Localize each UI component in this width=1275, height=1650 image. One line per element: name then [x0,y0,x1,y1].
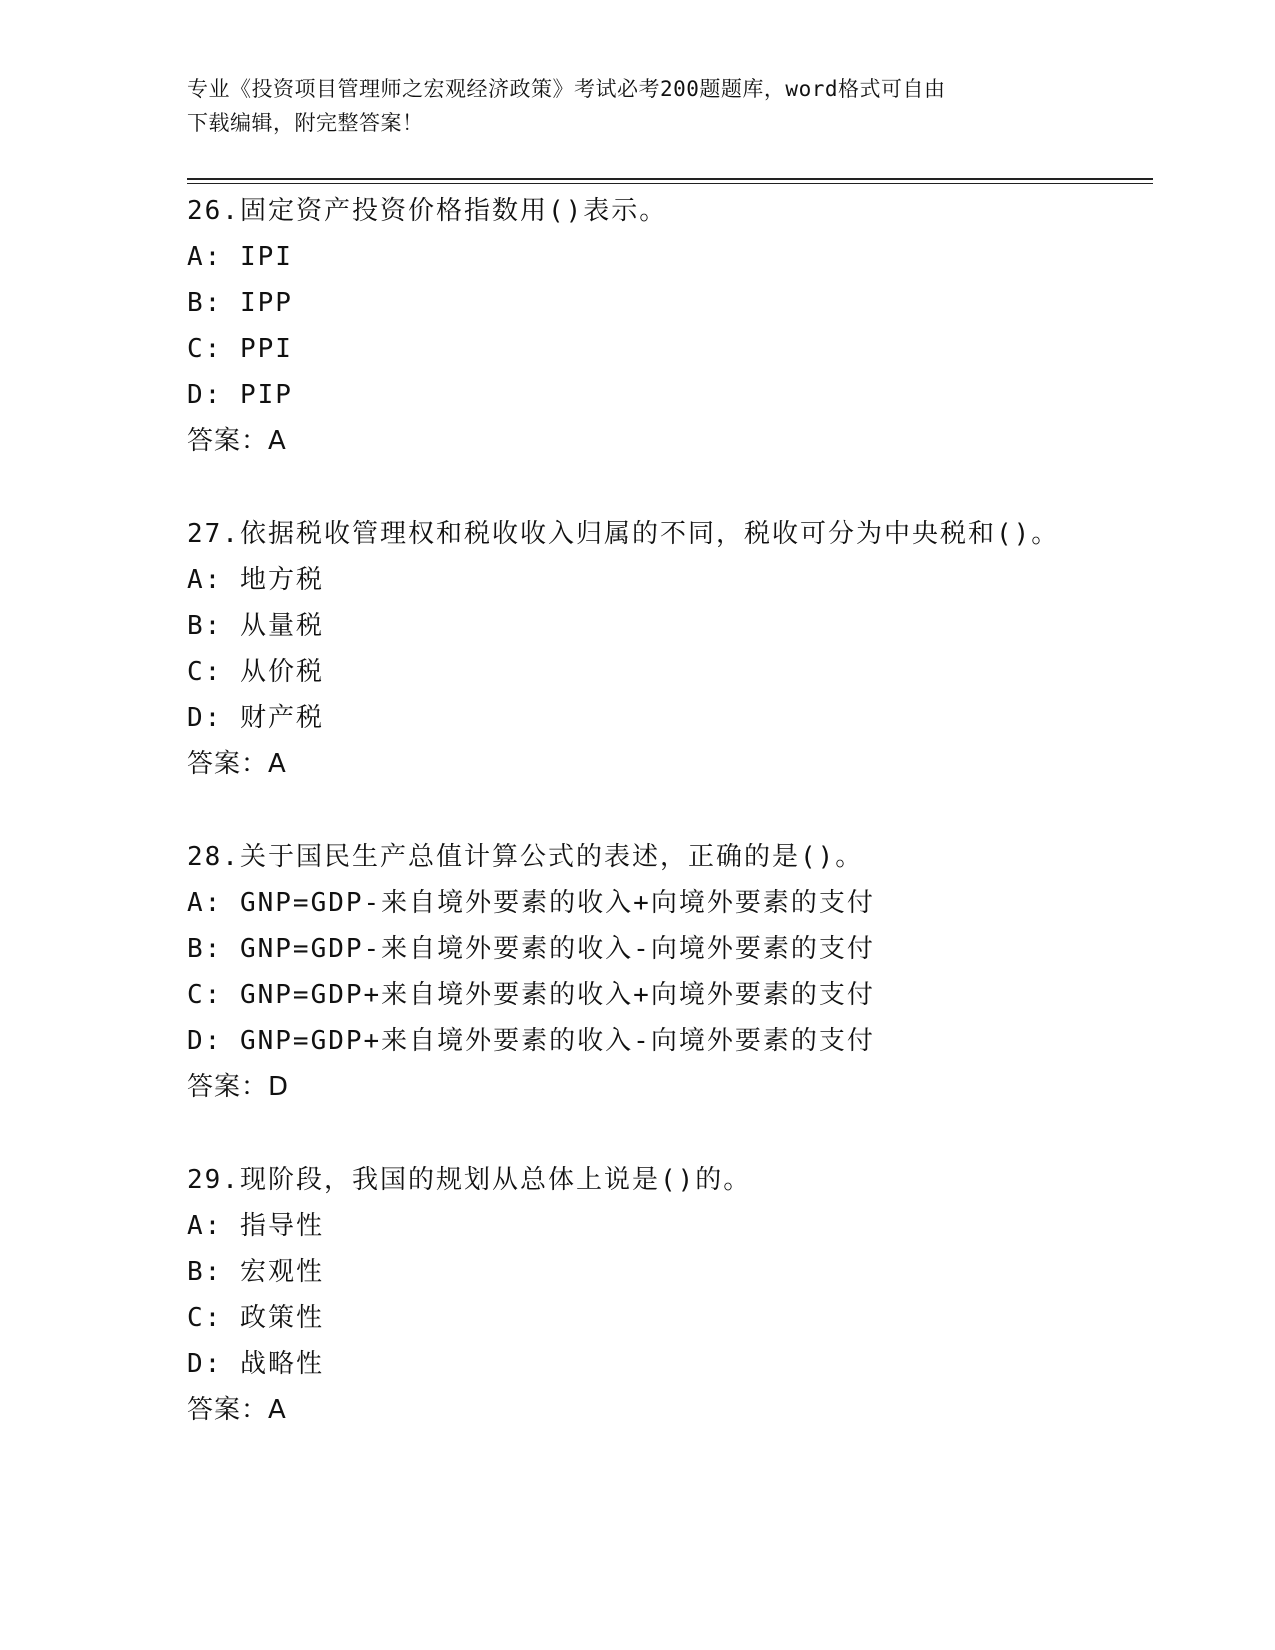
question-29 [187,1157,1153,1433]
option-b: B: 宏观性 [187,1257,324,1287]
answer-line: 答案：A [187,749,287,779]
option-b: B: 从量税 [187,611,324,641]
option-c: C: GNP=GDP+来自境外要素的收入+向境外要素的支付 [187,980,875,1010]
question-stem: 26.固定资产投资价格指数用()表示。 [187,196,668,226]
option-d: D: 财产税 [187,703,324,733]
header-line-1: 专业《投资项目管理师之宏观经济政策》考试必考200题题库，word格式可自由 [187,77,946,101]
question-27 [187,511,1153,787]
answer-line: 答案：A [187,1395,287,1425]
option-c: C: 从价税 [187,657,324,687]
question-26 [187,188,1153,464]
option-d: D: PIP [187,380,293,410]
header-line-2: 下载编辑，附完整答案！ [187,111,424,135]
question-stem: 29.现阶段，我国的规划从总体上说是()的。 [187,1165,752,1195]
option-c: C: 政策性 [187,1303,324,1333]
header-divider-thin [187,183,1153,184]
option-a: A: GNP=GDP-来自境外要素的收入+向境外要素的支付 [187,888,875,918]
option-b: B: GNP=GDP-来自境外要素的收入-向境外要素的支付 [187,934,875,964]
option-a: A: 地方税 [187,565,324,595]
option-d: D: GNP=GDP+来自境外要素的收入-向境外要素的支付 [187,1026,875,1056]
header-divider-thick [187,178,1153,180]
document-header [187,72,1087,140]
question-stem: 27.依据税收管理权和税收收入归属的不同，税收可分为中央税和()。 [187,519,1060,549]
option-a: A: IPI [187,242,293,272]
question-stem: 28.关于国民生产总值计算公式的表述，正确的是()。 [187,842,864,872]
answer-line: 答案：A [187,426,287,456]
question-list [187,188,1153,1480]
option-d: D: 战略性 [187,1349,324,1379]
option-c: C: PPI [187,334,293,364]
question-28 [187,834,1153,1110]
answer-line: 答案：D [187,1072,290,1102]
option-a: A: 指导性 [187,1211,324,1241]
option-b: B: IPP [187,288,293,318]
